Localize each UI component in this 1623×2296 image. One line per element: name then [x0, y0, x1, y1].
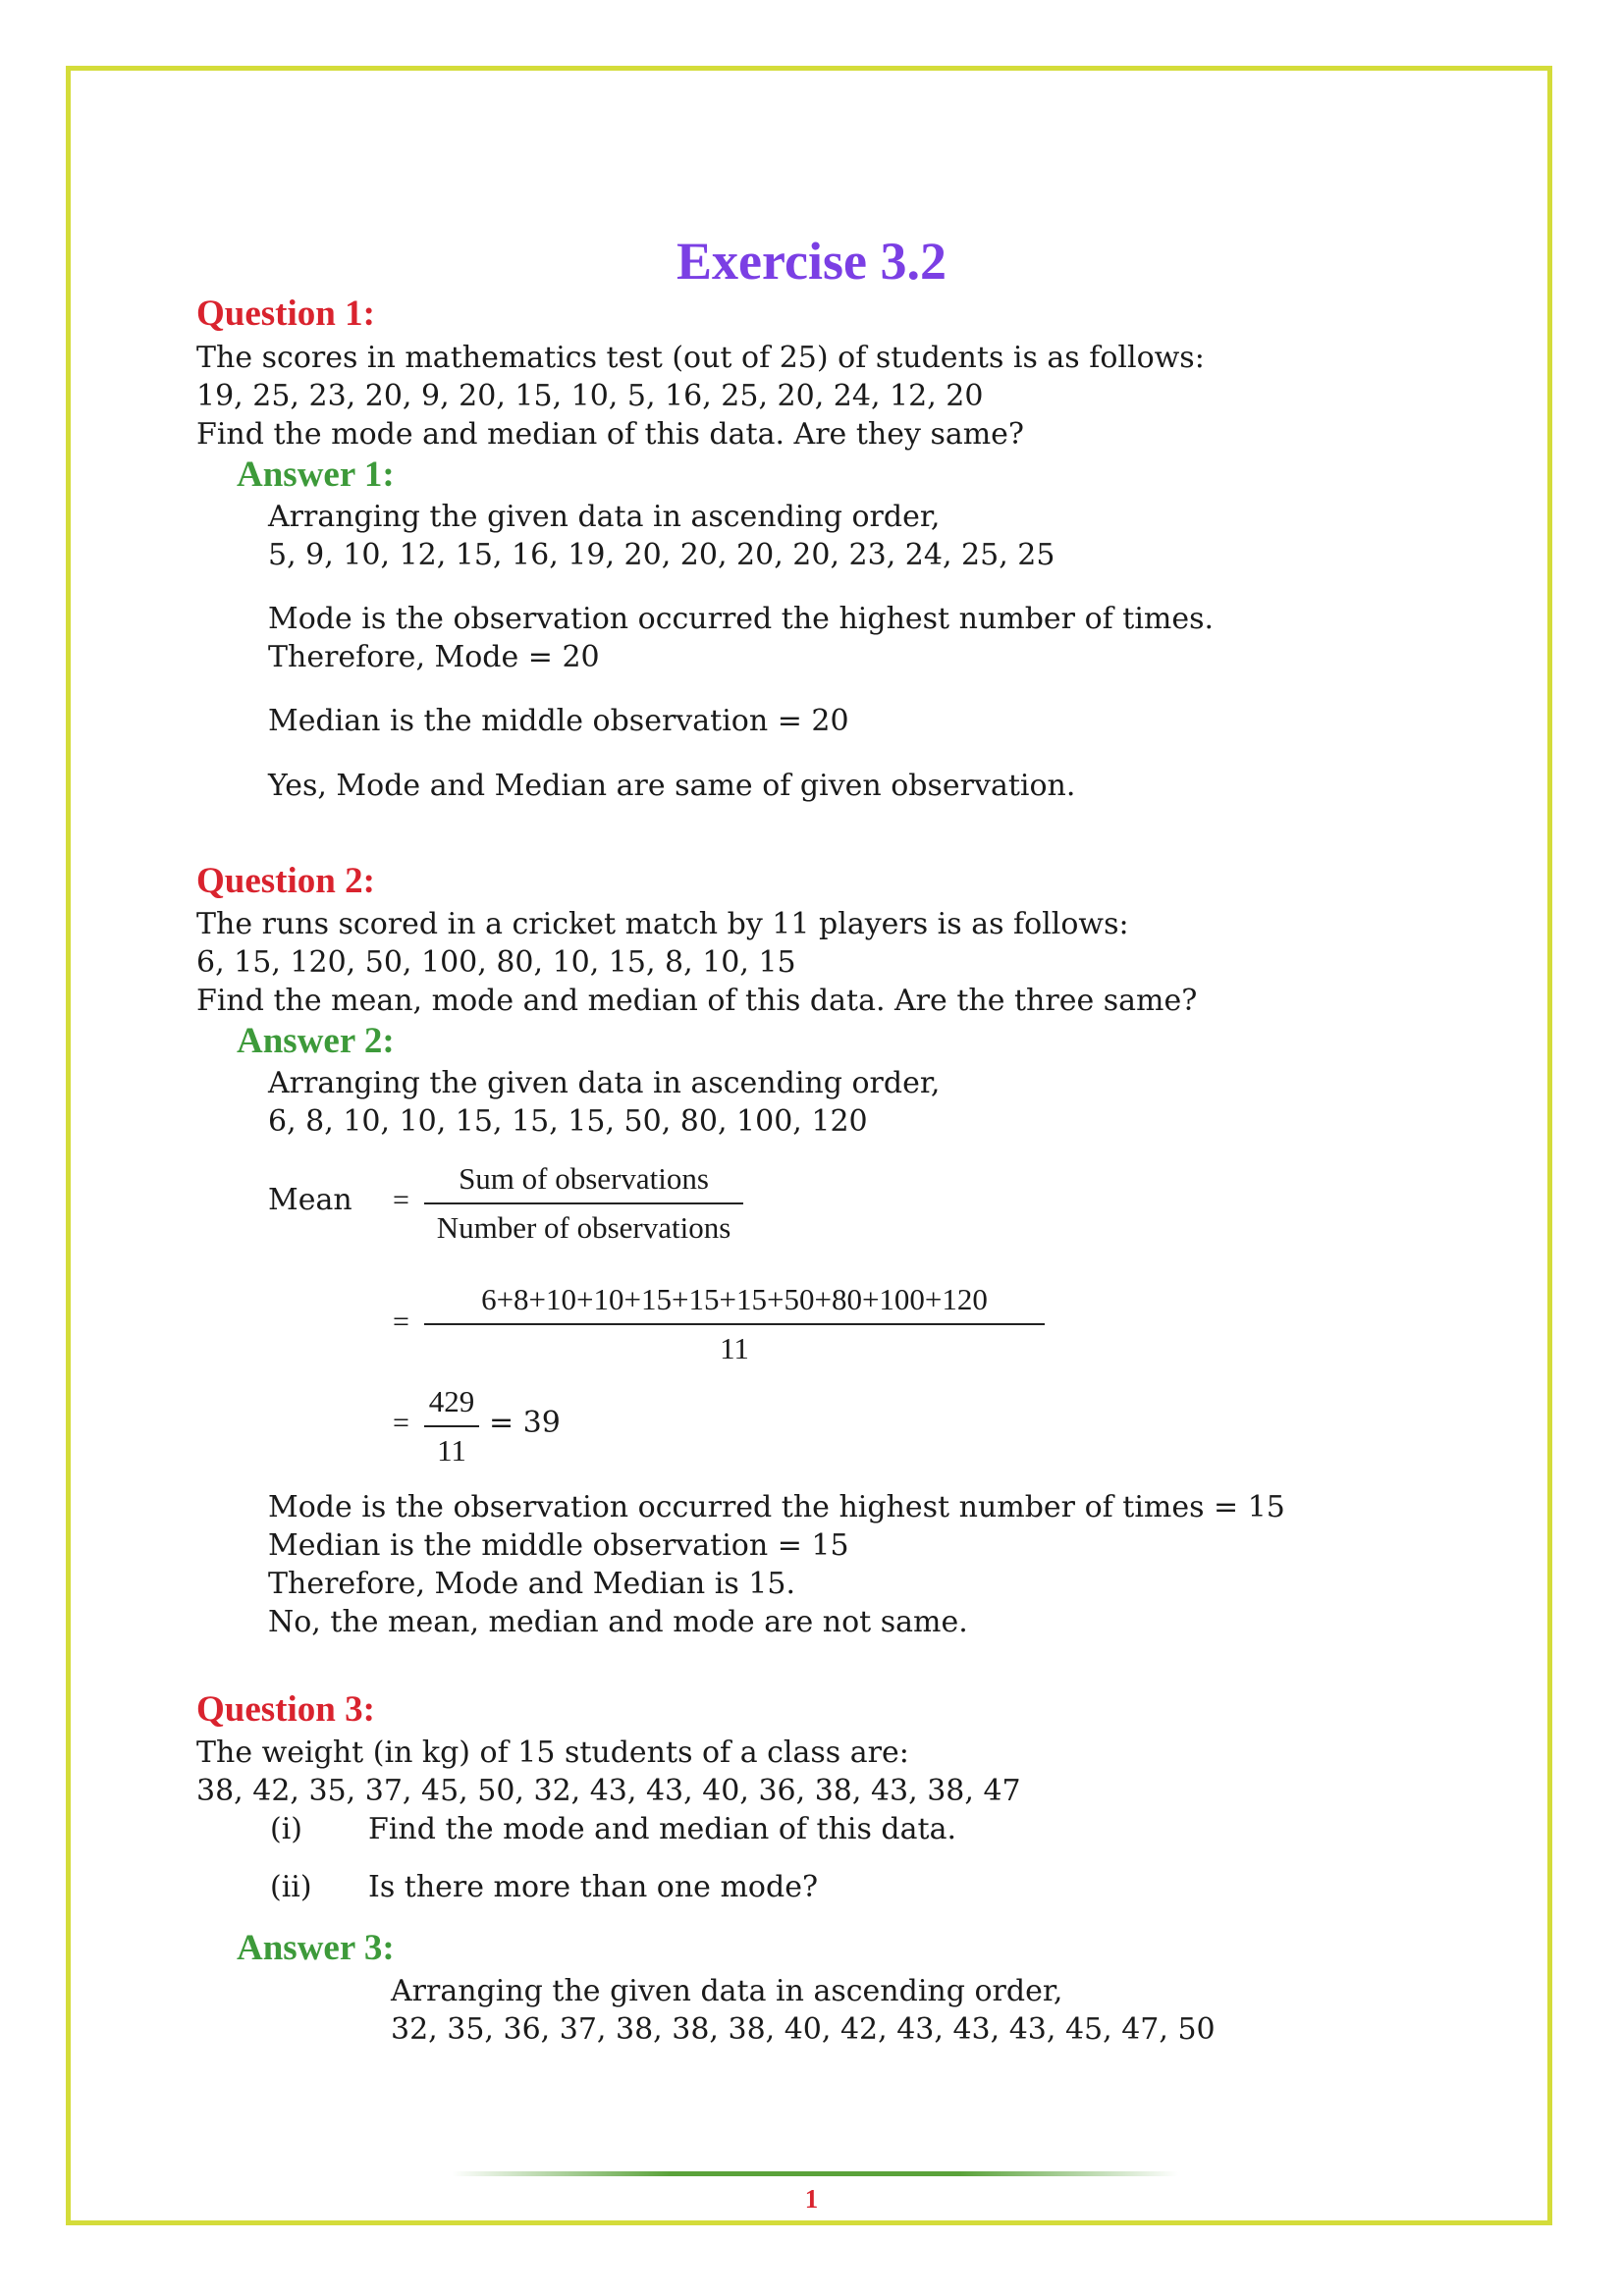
question-1-data: 19, 25, 23, 20, 9, 20, 15, 10, 5, 16, 25, 20, 24, 12, 20 — [196, 379, 984, 413]
page-number: 1 — [804, 2184, 819, 2214]
mean-formula — [424, 1161, 743, 1246]
answer-1-line: Therefore, Mode = 20 — [268, 640, 600, 674]
answer-2-line: Arranging the given data in ascending order, — [268, 1066, 941, 1100]
question-2-data: 6, 15, 120, 50, 100, 80, 10, 15, 8, 10, 15 — [196, 945, 796, 980]
answer-2-conclusion: Therefore, Mode and Median is 15. — [268, 1567, 795, 1601]
question-3-text: The weight (in kg) of 15 students of a class are: — [196, 1735, 909, 1770]
mean-sum — [424, 1282, 1045, 1366]
mean-result: = 39 — [489, 1406, 561, 1440]
question-1-text: The scores in mathematics test (out of 25) of students is as follows: — [196, 341, 1205, 375]
mean-quotient — [424, 1384, 479, 1468]
answer-3-line: Arranging the given data in ascending order, — [391, 1974, 1063, 2008]
question-2-label: Question 2: — [196, 861, 375, 901]
equals-sign: = — [393, 1407, 409, 1439]
answer-2-conclusion: Median is the middle observation = 15 — [268, 1528, 849, 1563]
question-1-label: Question 1: — [196, 294, 375, 334]
formula-numerator: Sum of observations — [424, 1161, 743, 1204]
answer-3-label: Answer 3: — [237, 1928, 395, 1968]
answer-2-conclusion: Mode is the observation occurred the highest number of times = 15 — [268, 1490, 1285, 1524]
equals-sign: = — [393, 1184, 409, 1216]
mean-label: Mean — [268, 1183, 352, 1217]
question-1-ask: Find the mode and median of this data. Are they same? — [196, 417, 1025, 452]
part-number: (i) — [270, 1812, 303, 1846]
sum-denominator: 11 — [720, 1331, 749, 1365]
part-number: (ii) — [270, 1870, 312, 1904]
answer-2-conclusion: No, the mean, median and mode are not same. — [268, 1605, 968, 1639]
answer-1-label: Answer 1: — [237, 454, 395, 495]
question-2-text: The runs scored in a cricket match by 11 players is as follows: — [196, 907, 1129, 941]
equals-sign: = — [393, 1306, 409, 1338]
answer-1-line: Yes, Mode and Median are same of given observation. — [268, 769, 1076, 803]
answer-1-line: Mode is the observation occurred the highest number of times. — [268, 602, 1215, 636]
quotient-denominator: 11 — [437, 1433, 466, 1468]
answer-1-line: Median is the middle observation = 20 — [268, 704, 849, 738]
answer-2-line: 6, 8, 10, 10, 15, 15, 15, 50, 80, 100, 120 — [268, 1104, 868, 1139]
formula-denominator: Number of observations — [436, 1210, 731, 1245]
answer-1-line: 5, 9, 10, 12, 15, 16, 19, 20, 20, 20, 20, 23, 24, 25, 25 — [268, 538, 1055, 572]
question-3-data: 38, 42, 35, 37, 45, 50, 32, 43, 43, 40, 36, 38, 43, 38, 47 — [196, 1774, 1021, 1808]
answer-1-line: Arranging the given data in ascending order, — [268, 500, 941, 534]
answer-3-line: 32, 35, 36, 37, 38, 38, 38, 40, 42, 43, 43, 43, 45, 47, 50 — [391, 2012, 1216, 2047]
answer-2-label: Answer 2: — [237, 1021, 395, 1061]
page-title: Exercise 3.2 — [676, 232, 947, 291]
part-text: Find the mode and median of this data. — [368, 1812, 957, 1846]
part-text: Is there more than one mode? — [368, 1870, 819, 1904]
sum-numerator: 6+8+10+10+15+15+15+50+80+100+120 — [424, 1282, 1045, 1325]
footer-rule — [452, 2171, 1178, 2176]
question-2-ask: Find the mean, mode and median of this data. Are the three same? — [196, 984, 1198, 1018]
question-3-label: Question 3: — [196, 1689, 375, 1730]
quotient-numerator: 429 — [424, 1384, 479, 1427]
